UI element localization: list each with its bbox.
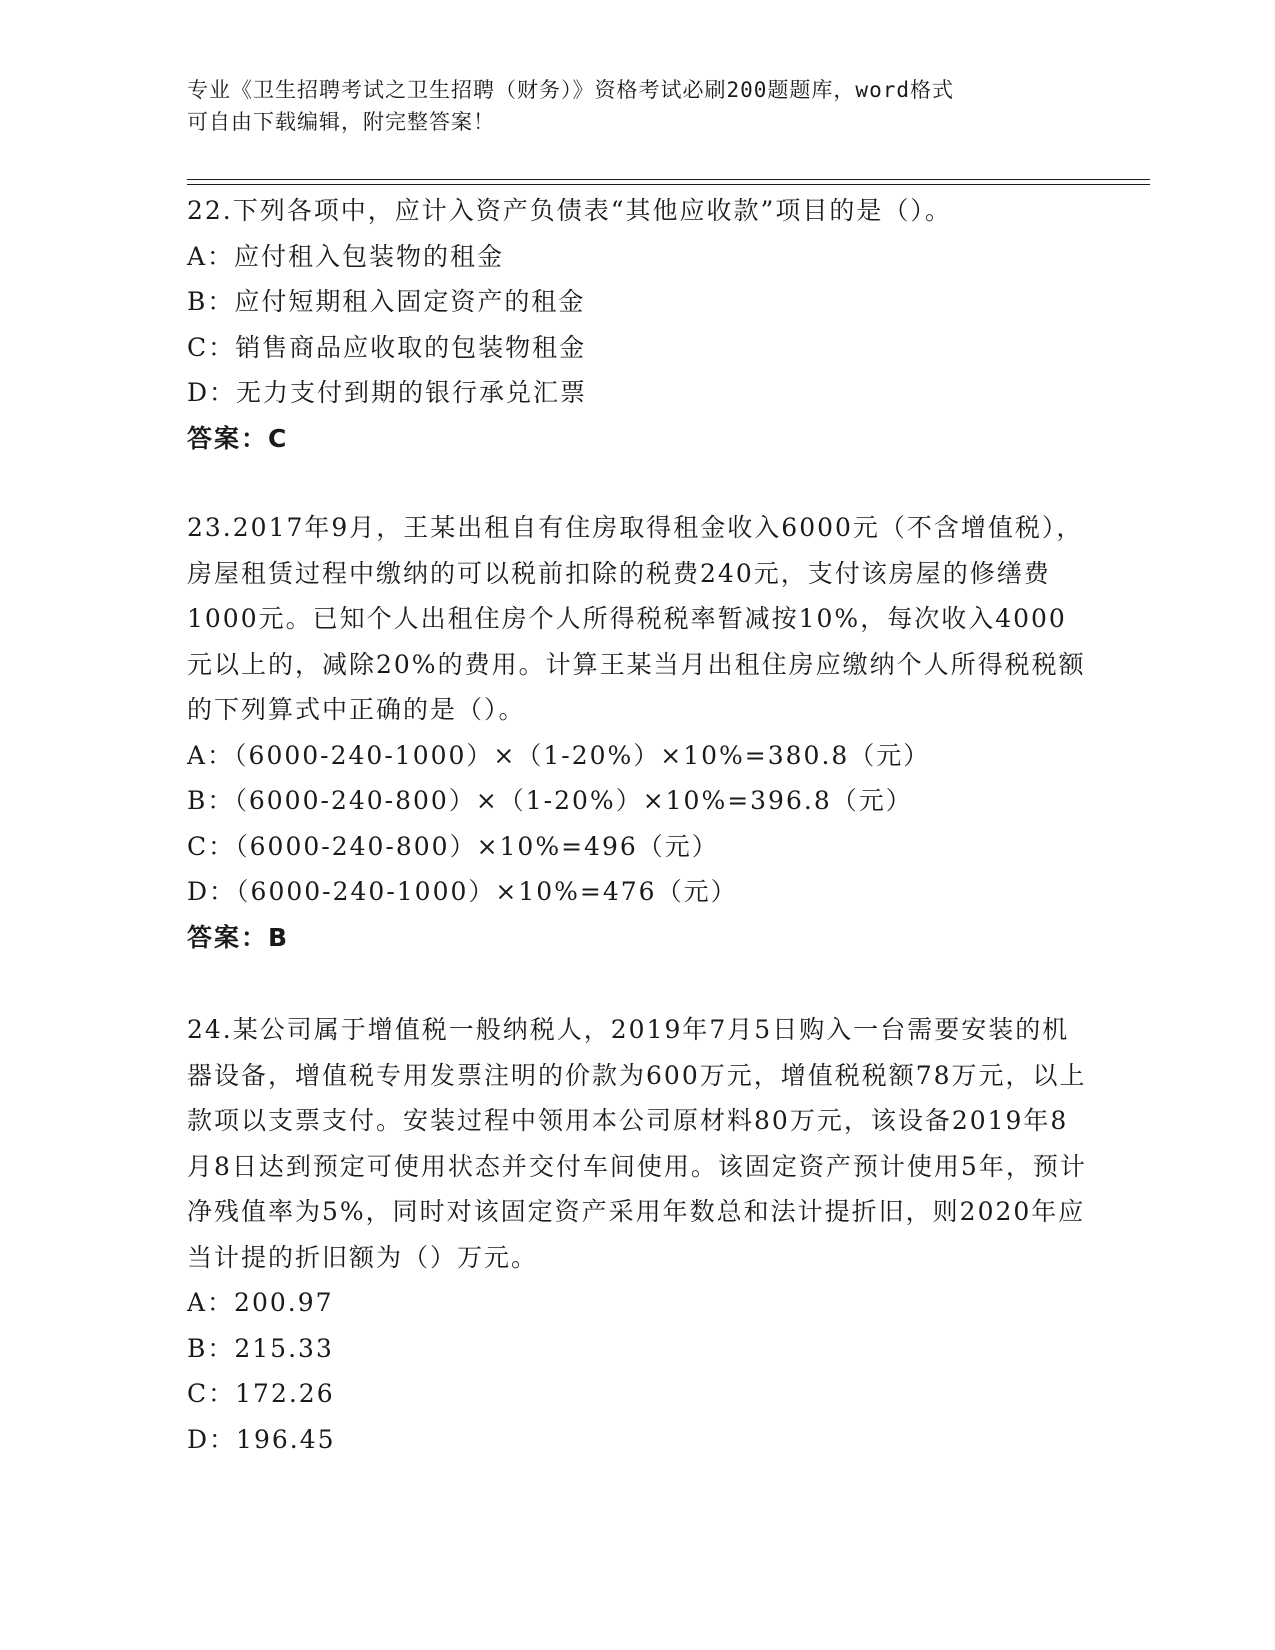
option-c: C：172.26 — [187, 1379, 335, 1408]
option-d: D：无力支付到期的银行承兑汇票 — [187, 378, 588, 407]
question-stem: 24.某公司属于增值税一般纳税人，2019年7月5日购入一台需要安装的机器设备，增值税专用发票注明的价款为600万元，增值税税额78万元，以上款项以支票支付。安装过程中领用本公司原材料80万元，该设备2019年8月8日达到预定可使用状态并交付车间使用。该固定资产预计使用5年，预计净残值率为5%，同时对该固定资产采用年数总和法计提折旧，则2020年应当计提的折旧额为（）万元。 — [187, 1015, 1087, 1272]
document-header — [187, 74, 1067, 138]
header-line-2: 可自由下载编辑，附完整答案！ — [187, 110, 495, 134]
question-23 — [187, 505, 1087, 960]
option-c: C：销售商品应收取的包装物租金 — [187, 332, 587, 362]
question-22 — [187, 188, 1087, 461]
question-stem: 23.2017年9月，王某出租自有住房取得租金收入6000元（不含增值税），房屋租赁过程中缴纳的可以税前扣除的税费240元，支付该房屋的修缮费1000元。已知个人出租住房个人所得税税率暂减按10%，每次收入4000元以上的，减除20%的费用。计算王某当月出租住房应缴纳个人所得税税额的下列算式中正确的是（）。 — [187, 513, 1086, 724]
header-divider-top — [187, 179, 1150, 180]
question-24 — [187, 1007, 1087, 1462]
option-a: A：200.97 — [187, 1288, 334, 1317]
header-divider-bottom — [187, 184, 1150, 185]
question-stem: 22.下列各项中，应计入资产负债表“其他应收款”项目的是（）。 — [187, 196, 952, 225]
option-b: B：（6000-240-800）×（1-20%）×10%=396.8（元） — [187, 786, 913, 815]
option-c: C：（6000-240-800）×10%=496（元） — [187, 831, 719, 861]
option-a: A：应付租入包装物的租金 — [187, 241, 505, 271]
option-a: A：（6000-240-1000）×（1-20%）×10%=380.8（元） — [187, 740, 931, 770]
answer-line: 答案：B — [187, 922, 290, 952]
option-d: D：196.45 — [187, 1424, 336, 1454]
option-d: D：（6000-240-1000）×10%=476（元） — [187, 877, 738, 906]
option-b: B：应付短期租入固定资产的租金 — [187, 287, 586, 316]
header-line-1: 专业《卫生招聘考试之卫生招聘（财务）》资格考试必刷200题题库，word格式 — [187, 78, 954, 102]
option-b: B：215.33 — [187, 1333, 334, 1363]
answer-line: 答案：C — [187, 423, 289, 453]
